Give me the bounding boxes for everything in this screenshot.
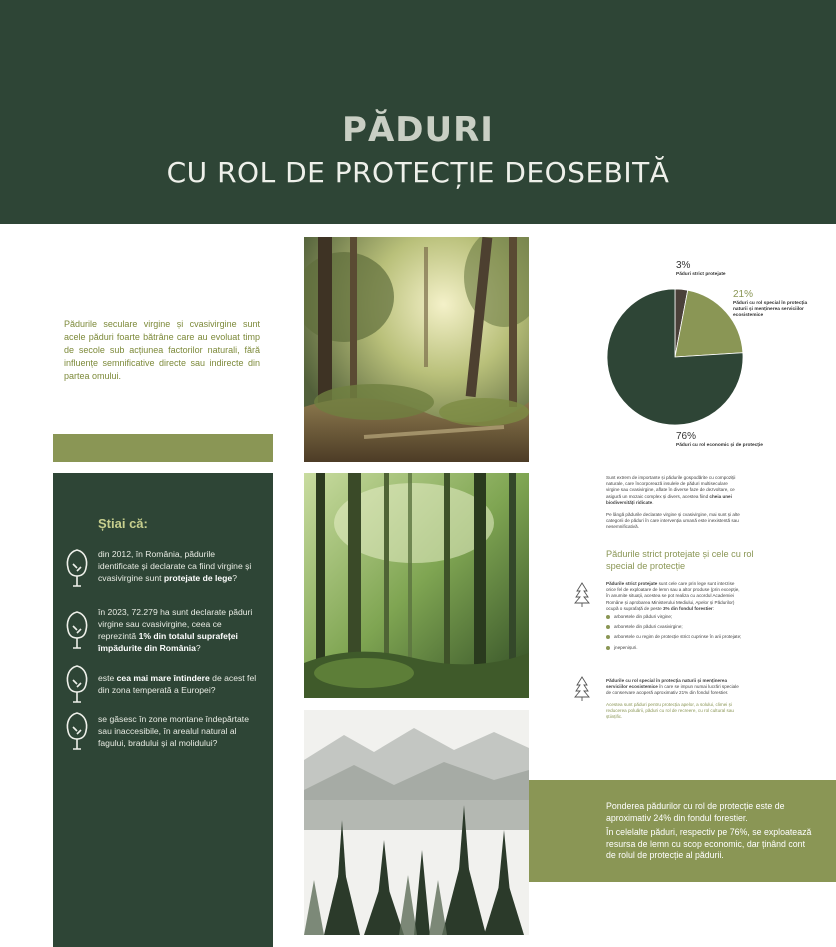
pie-label-text: Păduri cu rol special în protecția naturii și menținerea serviciilor ecosistemice [733,301,808,318]
summary-paragraph: Ponderea pădurilor cu rol de protecție este de aproximativ 24% din fondul forestier. [606,801,785,823]
list-item: arboretele din păduri cvasivirgine; [606,624,742,630]
fact-item: este cea mai mare întindere de acest fel din zona temperată a Europei? [98,673,257,695]
pie-label-text: Păduri strict protejate [676,272,726,277]
protected-list [606,614,742,655]
special-role-text: Pădurile cu rol special în protecția naturii și menținerea serviciilor ecosistemice în care se impun numai lucrări speciale de conservare acoperă aproximativ 21% din fondul forestier. [606,678,739,696]
fact-item: se găsesc în zone montane îndepărtate sau inaccesibile, în arealul natural al fagului, bradului și al molidului? [98,714,249,748]
pie-label-value: 21% [733,289,754,300]
body-paragraph: Pe lângă pădurile declarate virgine și cvasivirgine, mai sunt și alte categorii de păduri în care intervenția umană este inexistentă sau nesemnificativă. [606,512,740,530]
page-subtitle: CU ROL DE PROTECȚIE DEOSEBITĂ [166,156,670,189]
section-heading: Pădurile strict protejate și cele cu rol special de protecție [606,549,754,571]
pie-label-value: 3% [676,260,691,271]
list-item: jnepenișuri. [606,645,742,651]
special-role-note: Acestea sunt păduri pentru protecția apelor, a solului, climei și reducerea poluării, păduri cu rol de recreere, cu rol cultural sau științific. [606,702,734,720]
forest-sunlight-image [304,237,529,462]
decorative-bar [53,434,273,462]
pie-label-value: 76% [676,431,697,442]
list-item: arboretele din păduri virgine; [606,614,742,620]
strict-protected-text: Pădurile strict protejate sunt cele care prin lege sunt interzise orice fel de exploatare de lemn sau a altor produse (prin excepție, în anumite situații, acestea se pot realiza cu acordul Academiei Române și aprobarea Ministerului Mediului, Apelor și Pădurilor) ocupă o suprafață de peste 3% din fondul forestier: [606,581,740,611]
tree-icon [64,711,90,751]
summary-paragraph: În celelalte păduri, respectiv pe 76%, se exploatează resursa de lemn cu scop economic, dar ținând cont de rolul de protecție al pădurii. [606,827,812,860]
misty-mountain-image [304,710,529,935]
green-forest-image [304,473,529,698]
did-you-know-heading: Știai că: [98,516,148,531]
tree-icon [64,664,90,704]
pie-chart-svg [600,282,750,432]
pine-tree-icon [574,676,590,702]
did-you-know-panel [53,473,273,947]
fact-item: în 2023, 72.279 ha sunt declarate păduri virgine sau cvasivirgine, ceea ce reprezintă 1% din totalul suprafeței împădurite din România? [98,607,253,653]
fact-item: din 2012, în România, pădurile identificate și declarate ca fiind virgine și cvasivirgine sunt protejate de lege? [98,549,252,583]
page-title: PĂDURI [342,110,494,150]
tree-icon [64,610,90,650]
intro-paragraph: Pădurile seculare virgine și cvasivirgine sunt acele păduri foarte bătrâne care au evoluat timp de secole sub acțiunea factorilor naturali, fără influențe semnificative directe sau indirecte din partea omului. [64,319,260,381]
tree-icon [64,548,90,588]
pie-chart [600,282,750,437]
pine-tree-icon [574,582,590,608]
list-item: arboretele cu regim de protecție strict cuprinse în arii protejate; [606,634,742,640]
pie-label-text: Păduri cu rol economic și de protecție [676,443,763,448]
body-paragraph: Sunt extrem de importante și pădurile gospodărite cu compoziții naturale, care încorporează insulele de păduri multiseculare virgine sau cvasivirgine, aflate în diverse faze de dezvoltare, ce asigură un mozaic complex și divers, acestea fiind cheia unei biodiversități ridicate. [606,475,736,505]
